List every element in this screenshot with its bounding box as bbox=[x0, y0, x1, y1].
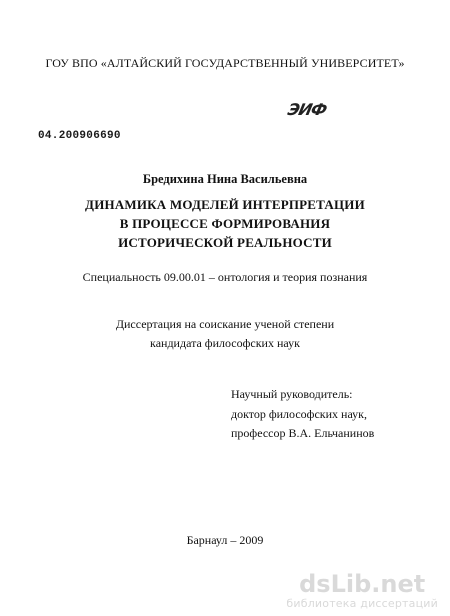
handwritten-signature: ЭИФ bbox=[285, 100, 329, 119]
dslib-subtitle: библиотека диссертаций bbox=[286, 597, 438, 610]
thesis-title-line-1: ДИНАМИКА МОДЕЛЕЙ ИНТЕРПРЕТАЦИИ bbox=[85, 197, 365, 212]
supervisor-heading: Научный руководитель: bbox=[231, 387, 353, 401]
supervisor-degree: доктор философских наук, bbox=[231, 407, 367, 421]
registration-stamp-number: 04.200906690 bbox=[38, 130, 121, 142]
supervisor-name: профессор В.А. Ельчанинов bbox=[231, 426, 375, 440]
university-name: ГОУ ВПО «АЛТАЙСКИЙ ГОСУДАРСТВЕННЫЙ УНИВЕРСИТЕТ» bbox=[45, 56, 405, 70]
thesis-title-line-2: В ПРОЦЕССЕ ФОРМИРОВАНИЯ bbox=[119, 216, 331, 231]
dissertation-degree-line-2: кандидата философских наук bbox=[150, 336, 300, 350]
dslib-logo: dsLib.net bbox=[299, 570, 426, 598]
place-and-year: Барнаул – 2009 bbox=[186, 533, 264, 547]
dslib-watermark[interactable] bbox=[286, 571, 438, 610]
author-name: Бредихина Нина Васильевна bbox=[142, 172, 308, 186]
thesis-title-line-3: ИСТОРИЧЕСКОЙ РЕАЛЬНОСТИ bbox=[118, 235, 332, 250]
specialty-line: Специальность 09.00.01 – онтология и теория познания bbox=[82, 270, 368, 284]
dissertation-degree-line-1: Диссертация на соискание ученой степени bbox=[115, 317, 335, 331]
